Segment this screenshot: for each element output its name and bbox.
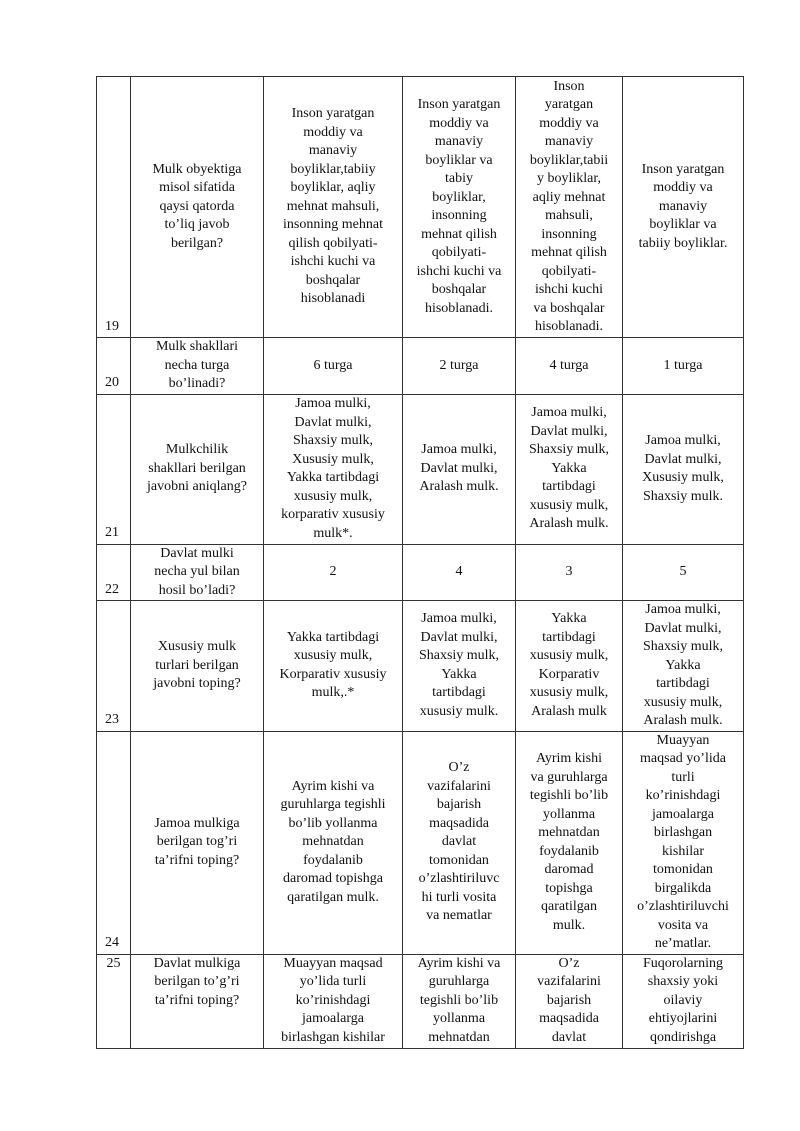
answer-option-a: Yakka tartibdagi xususiy mulk, Korparativ xususiy mulk,.* (264, 601, 403, 732)
question-number: 23 (97, 601, 131, 732)
answer-option-c: Jamoa mulki, Davlat mulki, Shaxsiy mulk, Yakka tartibdagi xususiy mulk, Aralash mulk. (516, 394, 623, 544)
question-text: Mulk shakllari necha turga bo’linadi? (131, 338, 264, 395)
question-text: Mulk obyektiga misol sifatida qaysi qatorda to’liq javob berilgan? (131, 77, 264, 338)
question-text: Jamoa mulkiga berilgan tog’ri ta’rifni toping? (131, 731, 264, 954)
answer-option-a: Ayrim kishi va guruhlarga tegishli bo’lib yollanma mehnatdan foydalanib daromad topishga qaratilgan mulk. (264, 731, 403, 954)
table-row (97, 601, 744, 732)
answer-option-d: Muayyan maqsad yo’lida turli ko’rinishdagi jamoalarga birlashgan kishilar tomonidan birgalikda o’zlashtiriluvchi vosita va ne’matlar. (623, 731, 744, 954)
question-text: Mulkchilik shakllari berilgan javobni aniqlang? (131, 394, 264, 544)
answer-option-c: Ayrim kishi va guruhlarga tegishli bo’lib yollanma mehnatdan foydalanib daromad topishga qaratilgan mulk. (516, 731, 623, 954)
answer-option-b: Ayrim kishi va guruhlarga tegishli bo’lib yollanma mehnatdan (403, 954, 516, 1048)
answer-option-b: Jamoa mulki, Davlat mulki, Shaxsiy mulk, Yakka tartibdagi xususiy mulk. (403, 601, 516, 732)
answer-option-c: 3 (516, 544, 623, 601)
table-row (97, 77, 744, 338)
answer-option-b: O’z vazifalarini bajarish maqsadida davlat tomonidan o’zlashtiriluvc hi turli vosita va nematlar (403, 731, 516, 954)
answer-option-b: Jamoa mulki, Davlat mulki, Aralash mulk. (403, 394, 516, 544)
table-row (97, 731, 744, 954)
answer-option-c: 4 turga (516, 338, 623, 395)
question-text: Davlat mulki necha yul bilan hosil bo’ladi? (131, 544, 264, 601)
question-number: 25 (97, 954, 131, 1048)
answer-option-c: Yakka tartibdagi xususiy mulk, Korparativ xususiy mulk, Aralash mulk (516, 601, 623, 732)
question-text: Davlat mulkiga berilgan to’g’ri ta’rifni toping? (131, 954, 264, 1048)
question-number: 21 (97, 394, 131, 544)
answer-option-d: Jamoa mulki, Davlat mulki, Xususiy mulk, Shaxsiy mulk. (623, 394, 744, 544)
table-row (97, 544, 744, 601)
questions-table (96, 76, 744, 1049)
answer-option-d: 1 turga (623, 338, 744, 395)
answer-option-a: 6 turga (264, 338, 403, 395)
answer-option-a: Muayyan maqsad yo’lida turli ko’rinishdagi jamoalarga birlashgan kishilar (264, 954, 403, 1048)
answer-option-c: Inson yaratgan moddiy va manaviy boyliklar,tabii y boyliklar, aqliy mehnat mahsuli, insonning mehnat qilish qobilyati- ishchi kuchi va boshqalar hisoblanadi. (516, 77, 623, 338)
question-text: Xususiy mulk turlari berilgan javobni toping? (131, 601, 264, 732)
answer-option-b: Inson yaratgan moddiy va manaviy boyliklar va tabiy boyliklar, insonning mehnat qilish qobilyati- ishchi kuchi va boshqalar hisoblanadi. (403, 77, 516, 338)
table-row (97, 338, 744, 395)
answer-option-d: Fuqorolarning shaxsiy yoki oilaviy ehtiyojlarini qondirishga (623, 954, 744, 1048)
question-number: 22 (97, 544, 131, 601)
table-row (97, 954, 744, 1048)
answer-option-d: 5 (623, 544, 744, 601)
answer-option-b: 4 (403, 544, 516, 601)
question-number: 24 (97, 731, 131, 954)
table-row (97, 394, 744, 544)
question-number: 20 (97, 338, 131, 395)
answer-option-d: Jamoa mulki, Davlat mulki, Shaxsiy mulk, Yakka tartibdagi xususiy mulk, Aralash mulk. (623, 601, 744, 732)
answer-option-c: O’z vazifalarini bajarish maqsadida davlat (516, 954, 623, 1048)
question-number: 19 (97, 77, 131, 338)
answer-option-a: 2 (264, 544, 403, 601)
answer-option-b: 2 turga (403, 338, 516, 395)
answer-option-a: Inson yaratgan moddiy va manaviy boyliklar,tabiiy boyliklar, aqliy mehnat mahsuli, insonning mehnat qilish qobilyati- ishchi kuchi va boshqalar hisoblanadi (264, 77, 403, 338)
answer-option-a: Jamoa mulki, Davlat mulki, Shaxsiy mulk, Xususiy mulk, Yakka tartibdagi xususiy mulk, korparativ xususiy mulk*. (264, 394, 403, 544)
answer-option-d: Inson yaratgan moddiy va manaviy boyliklar va tabiiy boyliklar. (623, 77, 744, 338)
